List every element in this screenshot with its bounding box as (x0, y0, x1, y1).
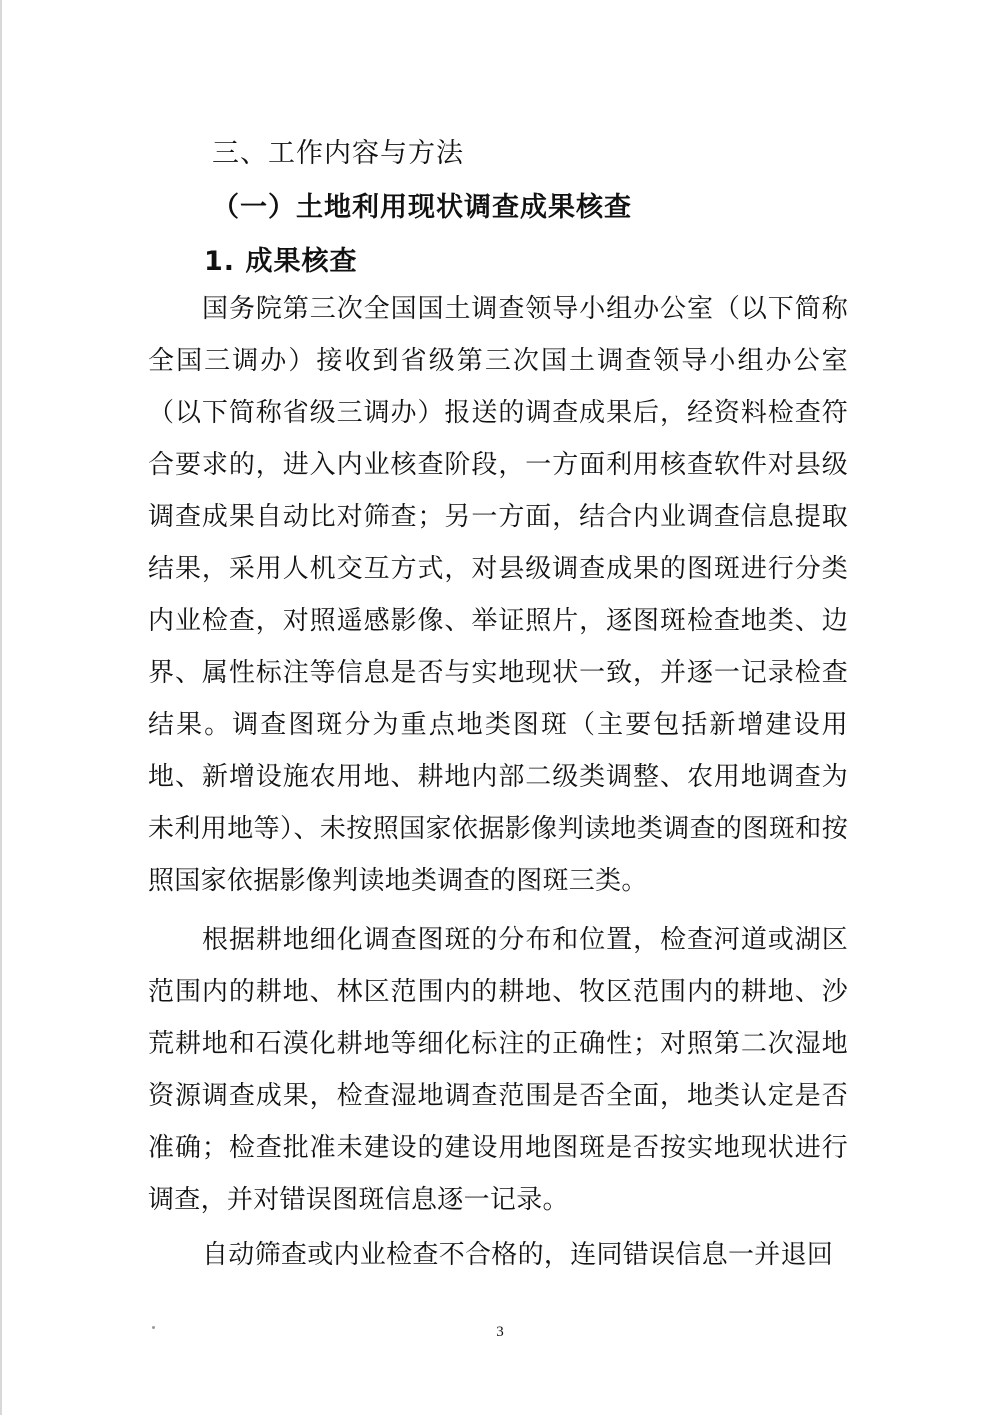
page-number: 3 (496, 1324, 504, 1340)
item-heading: 1. 成果核查 (204, 246, 358, 277)
section-heading: 三、工作内容与方法 (212, 138, 464, 169)
paragraph-farmland-check: 根据耕地细化调查图斑的分布和位置，检查河道或湖区范围内的耕地、林区范围内的耕地、牧区范围内的耕地、沙荒耕地和石漠化耕地等细化标注的正确性；对照第二次湿地资源调查成果，检查湿地调查范围是否全面，地类认定是否准确；检查批准未建设的建设用地图斑是否按实地现状进行调查，并对错误图斑信息逐一记录。 (148, 925, 848, 1215)
subsection-heading: （一）土地利用现状调查成果核查 (212, 192, 632, 223)
paragraph-return-notice: 自动筛查或内业检查不合格的，连同错误信息一并退回 (202, 1240, 834, 1270)
scan-edge-shadow (0, 0, 2, 1415)
paragraph-results-review: 国务院第三次全国国土调查领导小组办公室（以下简称全国三调办）接收到省级第三次国土调查领导小组办公室（以下简称省级三调办）报送的调查成果后，经资料检查符合要求的，进入内业核查阶段，一方面利用核查软件对县级调查成果自动比对筛查；另一方面，结合内业调查信息提取结果，采用人机交互方式，对县级调查成果的图斑进行分类内业检查，对照遥感影像、举证照片，逐图斑检查地类、边界、属性标注等信息是否与实地现状一致，并逐一记录检查结果。调查图斑分为重点地类图斑（主要包括新增建设用地、新增设施农用地、耕地内部二级类调整、农用地调查为未利用地等）、未按照国家依据影像判读地类调查的图斑和按照国家依据影像判读地类调查的图斑三类。 (148, 294, 848, 896)
